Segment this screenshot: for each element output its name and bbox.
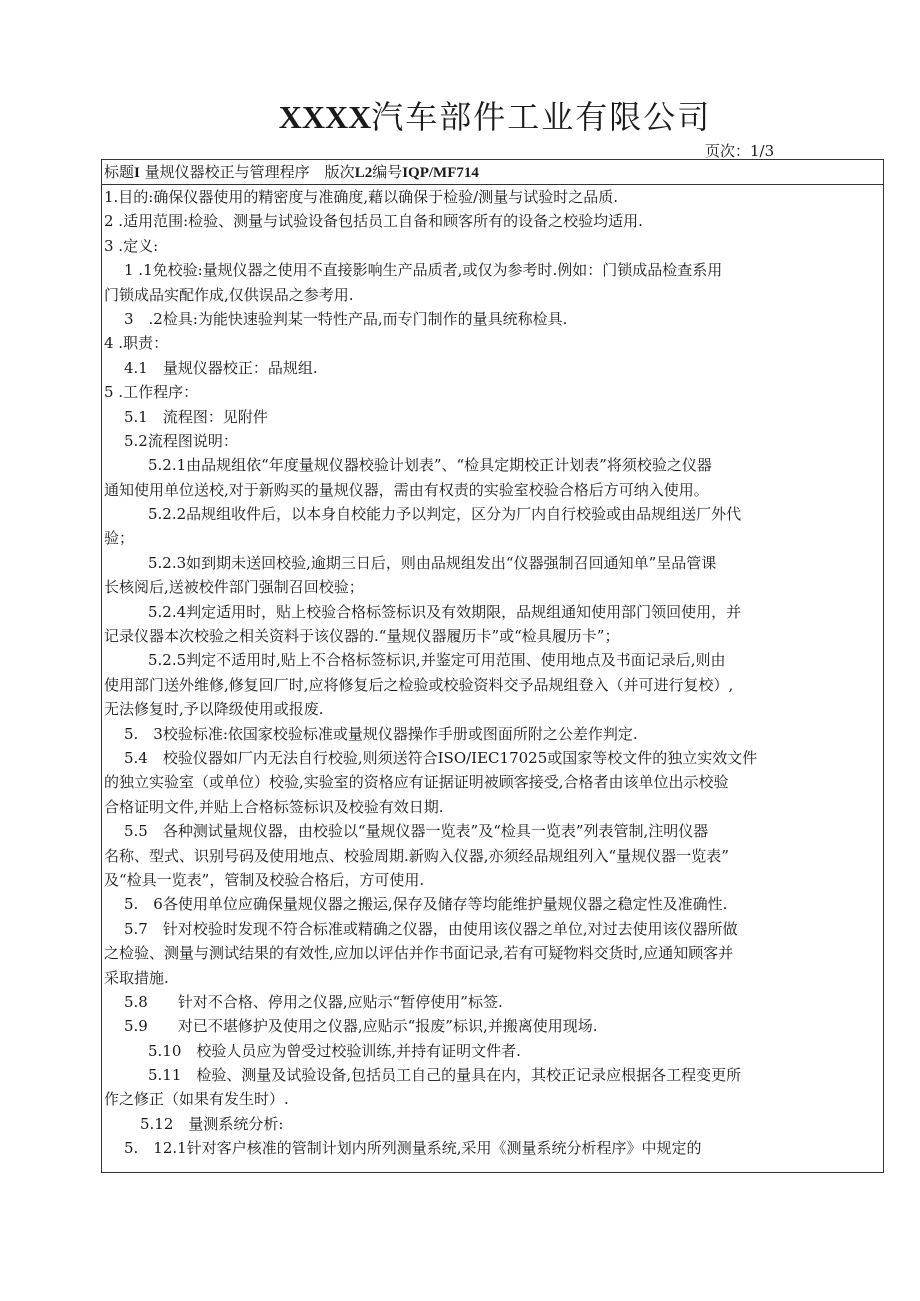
company-title xyxy=(0,92,920,138)
document-box xyxy=(101,159,884,1173)
text-line: 5.8 针对不合格、停用之仪器,应贴示“暂停使用”标签. xyxy=(124,992,503,1011)
text-line: 2 .适用范围:检验、测量与试验设备包括员工自备和顾客所有的设备之校验均适用. xyxy=(104,212,643,231)
text-line: 长核阅后,送被校件部门强制召回校验； xyxy=(104,578,364,597)
text-line: 5.5 各种测试量规仪器，由校验以“量规仪器一览表”及“检具一览表”列表管制,注明仪器 xyxy=(124,822,709,841)
text-line: 5. 12.1针对客户核准的管制计划内所列测量系统,采用《测量系统分析程序》中规定的 xyxy=(124,1139,702,1158)
text-line: 5.11 检验、测量及试验设备,包括员工自己的量具在内，其校正记录应根据各工程变更所 xyxy=(148,1066,742,1085)
company-prefix: XXXX xyxy=(278,99,372,135)
text-line: 5.12 量测系统分析: xyxy=(140,1114,284,1133)
document-header xyxy=(102,160,883,185)
title-number: I xyxy=(134,165,140,181)
code-value: IQP/MF714 xyxy=(402,165,479,181)
text-line: 名称、型式、识别号码及使用地点、校验周期.新购入仪器,亦须经品规组列入“量规仪器一览表” xyxy=(104,846,729,865)
document-body xyxy=(104,185,883,1161)
text-line: 使用部门送外维修,修复回厂时,应将修复后之检验或校验资料交予品规组登入（并可进行复校）, xyxy=(104,675,734,694)
text-line: 5.2.1由品规组依“年度量规仪器校验计划表”、“检具定期校正计划表”将须校验之仪器 xyxy=(148,456,712,475)
text-line: 及“检具一览表”，管制及校验合格后，方可使用. xyxy=(104,870,425,889)
page-number: 页次：1/3 xyxy=(705,142,775,160)
text-line: 1.目的:确保仪器使用的精密度与准确度,藉以确保于检验/测量与试验时之品质. xyxy=(104,188,618,206)
text-line: 通知使用单位送校,对于新购买的量规仪器，需由有权责的实验室校验合格后方可纳入使用。 xyxy=(104,480,709,499)
code-label: 编号 xyxy=(372,163,403,181)
text-line: 5.7 针对校验时发现不符合标准或精确之仪器，由使用该仪器之单位,对过去使用该仪器所做 xyxy=(124,919,738,938)
text-line: 1 .1免校验:量规仪器之使用不直接影响生产品质者,或仅为参考时.例如：门锁成品检查系用 xyxy=(124,261,723,280)
text-line: 5.4 校验仪器如厂内无法自行校验,则须送符合ISO/IEC17025或国家等校文件的独立实效文件 xyxy=(124,748,758,767)
title-label: 标题 xyxy=(104,163,135,181)
version-value: L2 xyxy=(354,165,373,181)
text-line: 5. 6各使用单位应确保量规仪器之搬运,保存及储存等均能维护量规仪器之稳定性及准确性. xyxy=(124,895,728,914)
text-line: 之检验、测量与测试结果的有效性,应加以评估并作书面记录,若有可疑物料交货时,应通知顾客并 xyxy=(104,944,734,963)
text-line: 验； xyxy=(104,529,135,548)
text-line: 4.1 量规仪器校正：品规组. xyxy=(124,358,318,377)
text-line: 5.10 校验人员应为曾受过校验训练,并持有证明文件者. xyxy=(148,1041,521,1060)
text-line: 5.2.2品规组收件后，以本身自校能力予以判定，区分为厂内自行校验或由品规组送厂外代 xyxy=(148,505,742,524)
text-line: 4 .职责： xyxy=(104,334,169,353)
text-line: 5 .工作程序： xyxy=(104,383,199,402)
text-line: 采取措施. xyxy=(104,968,169,987)
text-line: 无法修复时,予以降级使用或报废. xyxy=(104,700,324,719)
text-line: 作之修正（如果有发生时）. xyxy=(104,1090,289,1109)
title-text: 量规仪器校正与管理程序 xyxy=(144,163,310,181)
text-line: 门锁成品实配作成,仅供误品之参考用. xyxy=(104,285,354,304)
text-line: 5.2.3如到期未送回校验,逾期三日后，则由品规组发出“仪器强制召回通知单”呈品管课 xyxy=(148,553,717,572)
text-line: 5.2.5判定不适用时,贴上不合格标签标识,并鉴定可用范围、使用地点及书面记录后,则由 xyxy=(148,651,726,670)
text-line: 5.2流程图说明： xyxy=(124,431,238,450)
text-line: 3 .定义: xyxy=(104,236,159,255)
text-line: 5.2.4判定适用时，贴上校验合格标签标识及有效期限，品规组通知使用部门领回使用，并 xyxy=(148,602,742,621)
text-line: 的独立实验室（或单位）校验,实验室的资格应有证据证明被顾客接受,合格者由该单位出示校验 xyxy=(104,773,729,792)
text-line: 5.1 流程图：见附件 xyxy=(124,407,268,426)
text-line: 5.9 对已不堪修护及使用之仪器,应贴示“报废”标识,并搬离使用现场. xyxy=(124,1017,598,1036)
version-label: 版次 xyxy=(324,163,355,181)
text-line: 5. 3校验标准:依国家校验标准或量规仪器操作手册或图面所附之公差作判定. xyxy=(124,724,638,743)
text-line: 记录仪器本次校验之相关资料于该仪器的.“量规仪器履历卡”或“检具履历卡”； xyxy=(104,627,620,646)
company-name: 汽车部件工业有限公司 xyxy=(371,98,712,136)
text-line: 3 .2检具:为能快速验判某一特性产品,而专门制作的量具统称检具. xyxy=(124,309,568,328)
text-line: 合格证明文件,并贴上合格标签标识及校验有效日期. xyxy=(104,797,444,816)
